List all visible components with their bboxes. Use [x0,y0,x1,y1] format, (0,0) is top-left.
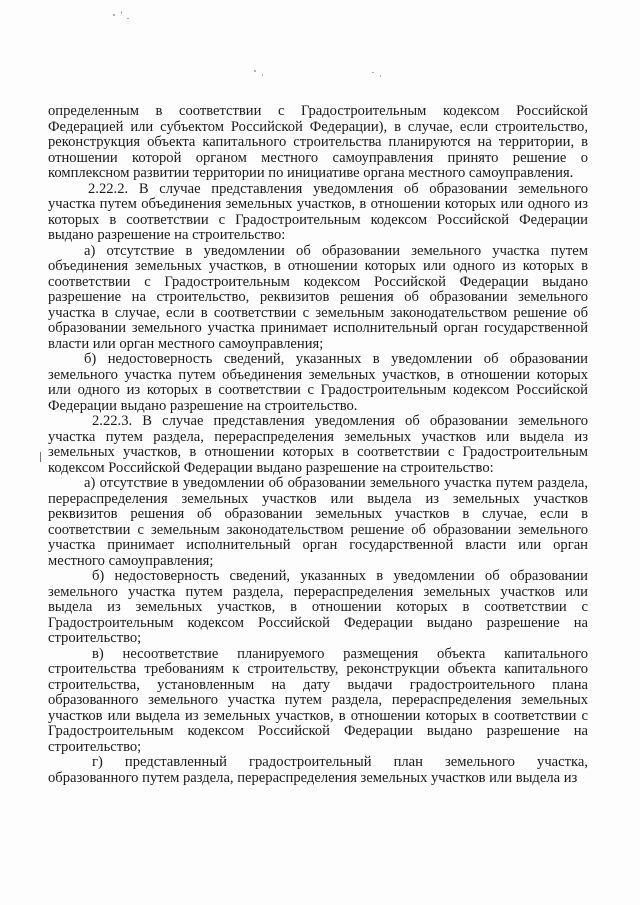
paragraph-continuation: определенным в соответствии с Градостроительным кодексом Российской Федерацией или субъектом Российской Федерации), в случае, если строительство, реконструкция объекта капитального строительства планируются на территории, в отношении которой органом местного самоуправления принято решение о комплексном развитии территории по инициативе органа местного самоуправления. [48,103,588,181]
document-body [48,104,588,786]
scan-speck [262,74,263,76]
scan-speck [113,14,115,16]
paragraph-2-22-2: 2.22.2. В случае представления уведомления об образовании земельного участка путем объединения земельных участков, в отношении которых или одного из которых в соответствии с Градостроительным кодексом Российской Федерации выдано разрешение на строительство: [48,180,588,243]
scan-speck [254,70,256,72]
paragraph-2-22-2-a: а) отсутствие в уведомлении об образовании земельного участка путем объединения земельных участков, в отношении которых или одного из которых в соответствии с Градостроительным кодексом Российской Федерации выдано разрешение на строительство, реквизитов решения об образовании земельного участка в случае, если в соответствии с земельным законодательством решение об образовании земельного участка принимает исполнительный орган государственной власти или орган местного самоуправления; [48,242,588,352]
scan-speck [121,11,122,14]
paragraph-2-22-3-b: б) недостоверность сведений, указанных в уведомлении об образовании земельного участка путем раздела, перераспределения земельных участков или выдела из земельных участков, в отношении которых в соответствии с Градостроительным кодексом Российской Федерации выдано разрешение на строительство; [48,568,588,646]
scan-edge-mark [40,452,41,462]
scan-speck [372,72,374,73]
paragraph-2-22-3-v: в) несоответствие планируемого размещения объекта капитального строительства требованиям к строительству, реконструкции объекта капитального строительства, установленным на дату выдачи градостроительного плана образованного земельного участка путем раздела, перераспределения земельных участков или выдела из земельных участков, в отношении которых в соответствии с Градостроительным кодексом Российской Федерации выдано разрешение на строительство; [48,645,588,755]
scan-speck [380,75,381,77]
paragraph-2-22-2-b: б) недостоверность сведений, указанных в уведомлении об образовании земельного участка путем объединения земельных участков, в отношении которых или одного из которых в соответствии с Градостроительным кодексом Российской Федерации выдано разрешение на строительство. [48,351,588,414]
scan-speck [127,18,129,19]
paragraph-2-22-3-a: а) отсутствие в уведомлении об образовании земельного участка путем раздела, перераспределения земельных участков или выдела из земельных участков реквизитов решения об образовании земельных участков в случае, если в соответствии с земельным законодательством решение об образовании земельного участка принимает исполнительный орган государственной власти или орган местного самоуправления; [48,475,588,569]
paragraph-2-22-3: 2.22.3. В случае представления уведомления об образовании земельного участка путем раздела, перераспределения земельных участков или выдела из земельных участков, в отношении которых в соответствии с Градостроительным кодексом Российской Федерации выдано разрешение на строительство: [48,413,588,476]
paragraph-2-22-3-g: г) представленный градостроительный план земельного участка, образованного путем раздела, перераспределения земельных участков или выдела из [48,754,588,786]
